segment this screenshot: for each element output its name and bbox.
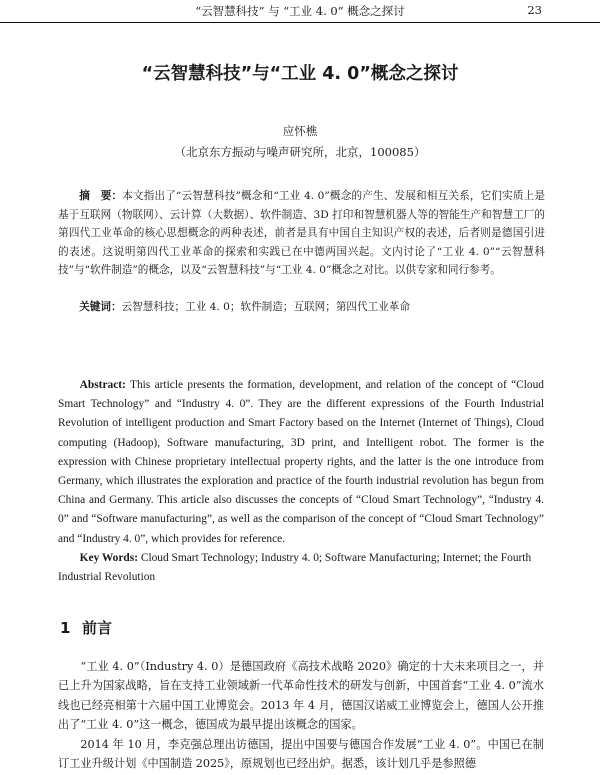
abstract-cn-text: 本文指出了“云智慧科技”概念和“工业 4. 0”概念的产生、发展和相互关系，它们实质上是基于互联网（物联网）、云计算（大数据）、软件制造、3D 打印和智慧机器人等的智能生产和智慧工厂的第四代工业革命的核心思想概念的两种表述，前者是具有中国自主知识产权的表述，后者则是德国引进的表述。这说明第四代工业革命的探索和实践已在中德两国兴起。文内讨论了“工业 4. 0”“云智慧科技”与“软件制造”的概念，以及“云智慧科技”与“工业 4. 0”概念之对比。以供专家和同行参考。 xyxy=(58,190,546,277)
paper-title: “云智慧科技”与“工业 4. 0”概念之探讨 xyxy=(141,64,459,84)
keywords-en-label: Key Words: xyxy=(79,552,138,564)
body-paragraph-1: “工业 4. 0”（Industry 4. 0）是德国政府《高技术战略 2020》确定的十大未来项目之一，并已上升为国家战略，旨在支持工业领域新一代革命性技术的研发与创新，中国首套“工业 4. 0”流水线也已经亮相第十六届中国工业博览会。2013 年 4 月，德国汉诺威工业博览会上，德国人公开推出了“工业 4. 0”这一概念，德国成为最早提出该概念的国家。 xyxy=(58,660,544,732)
section-heading xyxy=(60,617,112,638)
abstract-cn-label: 摘 要： xyxy=(79,190,123,202)
author-name: 应怀樵 xyxy=(282,124,318,138)
keywords-cn-text: 云智慧科技；工业 4. 0；软件制造；互联网；第四代工业革命 xyxy=(121,301,410,313)
keywords-cn-label: 关键词： xyxy=(79,301,122,313)
section-number: 1 xyxy=(60,619,71,637)
body-paragraph-2: 2014 年 10 月，李克强总理出访德国，提出中国要与德国合作发展“工业 4. 0”。中国已在制订工业升级计划《中国制造 2025》，原规划也已经出炉。据悉，该计划几乎是参照德 xyxy=(58,738,544,771)
abstract-en-text: This article presents the formation, development, and relation of the concept of “Cloud Smart Technology” and “Industry 4. 0”. They are the different expressions of the Fourth Industrial Revolution of intelligent production and Smart Factory based on the Internet (Internet of Things), Cloud computing (Hadoop), Software manufacturing, 3D print, and Intelligent robot. The former is the expression with Chinese proprietary intellectual property rights, and the latter is the one introduce from Germany, which illustrates the exploration and practice of the fourth industrial revolution has begun from China and Germany. This article also discusses the concepts of “Cloud Smart Technology”, “Industry 4. 0” and “Software manufacturing”, as well as the comparison of the concept of “Cloud Smart Technology” and “Industry 4. 0”, which provides for reference. xyxy=(58,379,544,545)
keywords-cn xyxy=(58,298,545,317)
author-affiliation: （北京东方振动与噪声研究所，北京，100085） xyxy=(174,145,426,159)
running-header-title: “云智慧科技” 与 “工业 4. 0” 概念之探讨 xyxy=(195,4,405,18)
abstract-cn xyxy=(58,187,545,280)
keywords-en xyxy=(58,549,544,587)
abstract-en-label: Abstract: xyxy=(79,379,126,391)
page-number: 23 xyxy=(527,3,542,17)
section-title: 前言 xyxy=(82,619,113,637)
running-header xyxy=(0,0,600,23)
keywords-en-text: Cloud Smart Technology; Industry 4. 0; Software Manufacturing; Internet; the Fourth Industrial Revolution xyxy=(58,552,532,584)
abstract-en xyxy=(58,376,544,549)
